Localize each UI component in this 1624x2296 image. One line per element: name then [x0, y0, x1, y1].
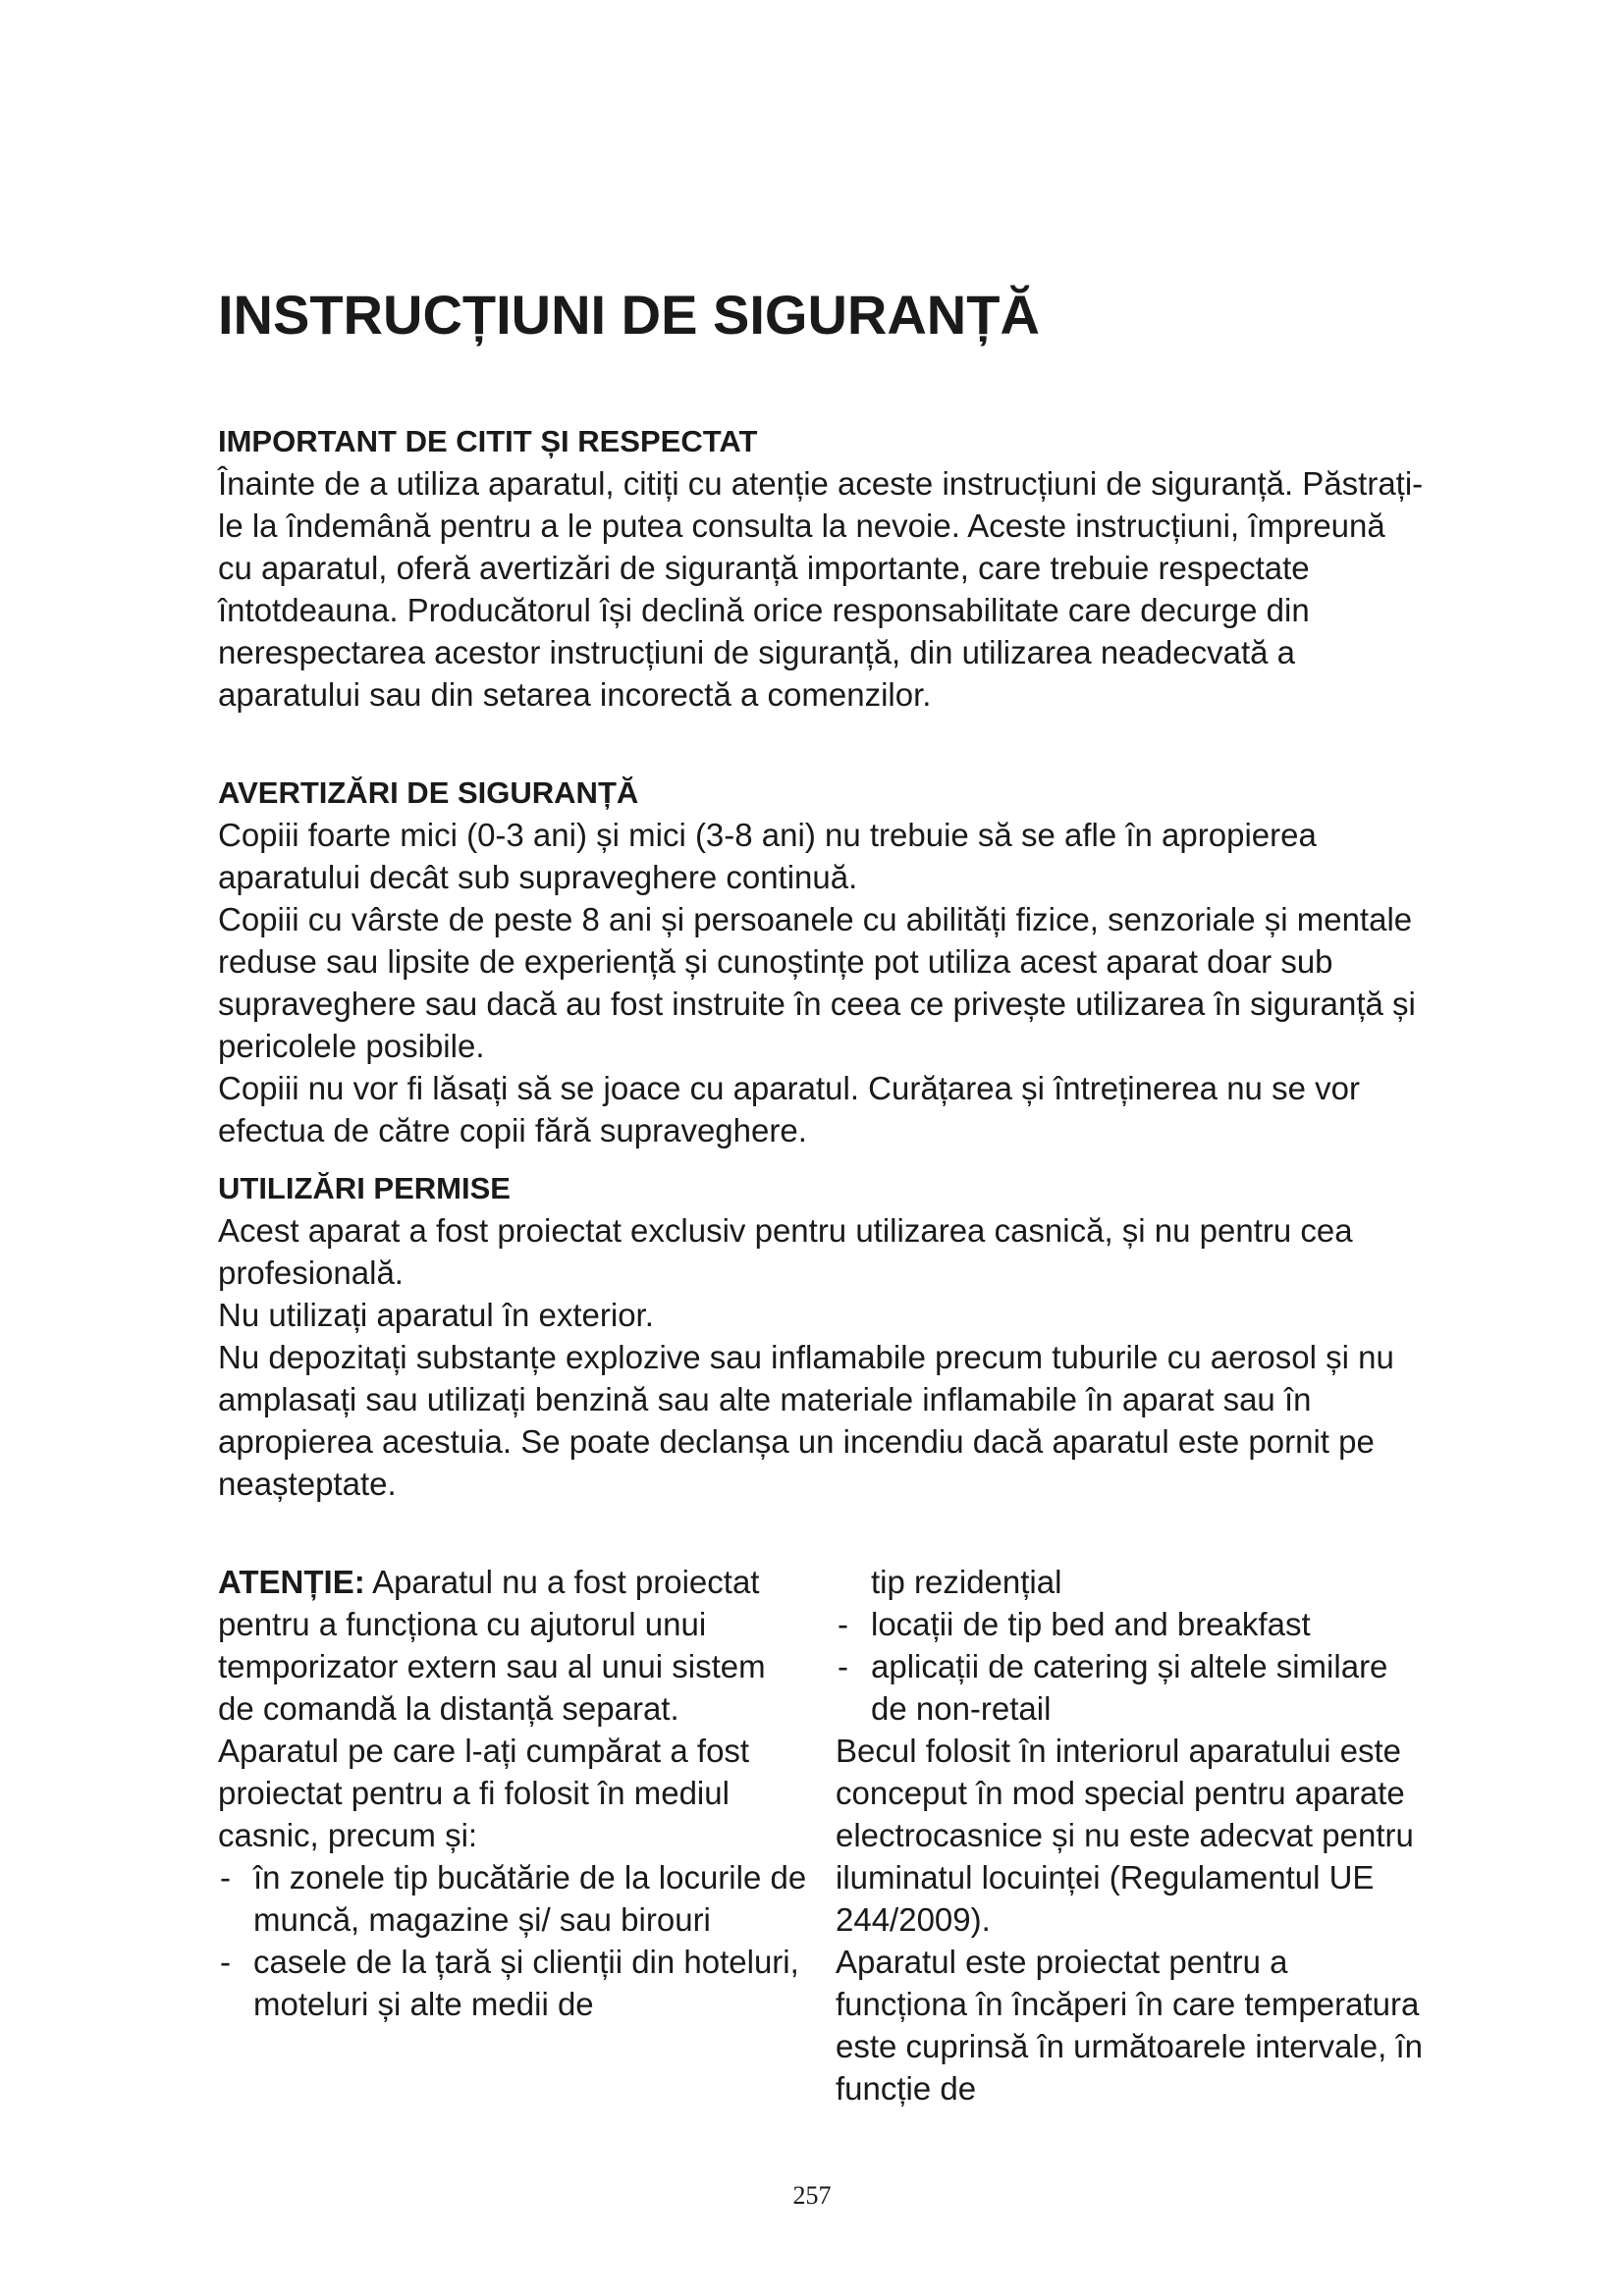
section-paragraph: Nu depozitați substanțe explozive sau inflamabile precum tuburile cu aerosol și nu amplasați sau utilizați benzină sau alte materiale inflamabile în aparat sau în apropierea acestuia. Se poate declanșa un incendiu dacă aparatul este pornit pe neașteptate. [218, 1339, 1394, 1502]
warning-text: Aparatul nu a fost proiectat pentru a funcționa cu ajutorul unui temporizator extern sau al unui sistem de comandă la distanță separat. [218, 1564, 766, 1727]
temperature-paragraph: Aparatul este proiectat pentru a funcționa în încăperi în care temperatura este cuprinsă în următoarele intervale, în funcție de [836, 1944, 1423, 2107]
list-continuation: tip rezidențial [871, 1564, 1062, 1600]
list-item: - locații de tip bed and breakfast [836, 1603, 1425, 1645]
list-item: - în zonele tip bucătărie de la locurile de muncă, magazine și/ sau birouri [218, 1856, 807, 1941]
section-paragraph: Înainte de a utiliza aparatul, citiți cu atenție aceste instrucțiuni de siguranță. Păstrați-le la îndemână pentru a le putea consulta la nevoie. Aceste instrucțiuni, împreună cu aparatul, oferă avertizări de siguranță importante, care trebuie respectate întotdeauna. Producătorul își declină orice responsabilitate care decurge din nerespectarea acestor instrucțiuni de siguranță, din utilizarea neadecvată a aparatului sau din setarea incorectă a comenzilor. [218, 465, 1424, 713]
section-heading: AVERTIZĂRI DE SIGURANȚĂ [218, 775, 639, 810]
section-paragraph: Nu utilizați aparatul în exterior. [218, 1297, 654, 1333]
list-item: - aplicații de catering și altele similare de non-retail [836, 1645, 1425, 1730]
page-number: 257 [792, 2181, 832, 2210]
list-item: - casele de la țară și clienții din hoteluri, moteluri și alte medii de [218, 1941, 807, 2025]
section-paragraph: Copiii cu vârste de peste 8 ani și persoanele cu abilități fizice, senzoriale și mentale reduse sau lipsite de experiență și cunoștințe pot utiliza acest aparat doar sub supraveghere sau dacă au fost instruite în ceea ce privește utilizarea în siguranță și pericolele posibile. [218, 901, 1416, 1064]
section-heading: UTILIZĂRI PERMISE [218, 1171, 511, 1205]
section-important [218, 420, 1426, 716]
bulb-paragraph: Becul folosit în interiorul aparatului este conceput în mod special pentru aparate electrocasnice și nu este adecvat pentru iluminatul locuinței (Regulamentul UE 244/2009). [836, 1733, 1414, 1938]
usage-list-continued [836, 1603, 1425, 1730]
section-paragraph: Copiii nu vor fi lăsați să se joace cu aparatul. Curățarea și întreținerea nu se vor efectua de către copii fără supraveghere. [218, 1070, 1360, 1148]
left-column [218, 1561, 807, 2025]
page-title: INSTRUCȚIUNI DE SIGURANȚĂ [218, 284, 1040, 346]
warning-paragraph [218, 1561, 807, 1730]
warning-label: ATENȚIE: [218, 1564, 365, 1600]
usage-list [218, 1856, 807, 2025]
section-heading: IMPORTANT DE CITIT ȘI RESPECTAT [218, 424, 758, 458]
section-paragraph: Acest aparat a fost proiectat exclusiv pentru utilizarea casnică, și nu pentru cea profesională. [218, 1212, 1353, 1291]
section-safety-warnings [218, 772, 1426, 1151]
right-column [836, 1561, 1425, 2109]
section-permitted-uses [218, 1167, 1426, 1505]
intro-paragraph: Aparatul pe care l-ați cumpărat a fost proiectat pentru a fi folosit în mediul casnic, precum și: [218, 1733, 750, 1853]
section-paragraph: Copiii foarte mici (0-3 ani) și mici (3-8 ani) nu trebuie să se afle în apropierea aparatului decât sub supraveghere continuă. [218, 817, 1317, 895]
